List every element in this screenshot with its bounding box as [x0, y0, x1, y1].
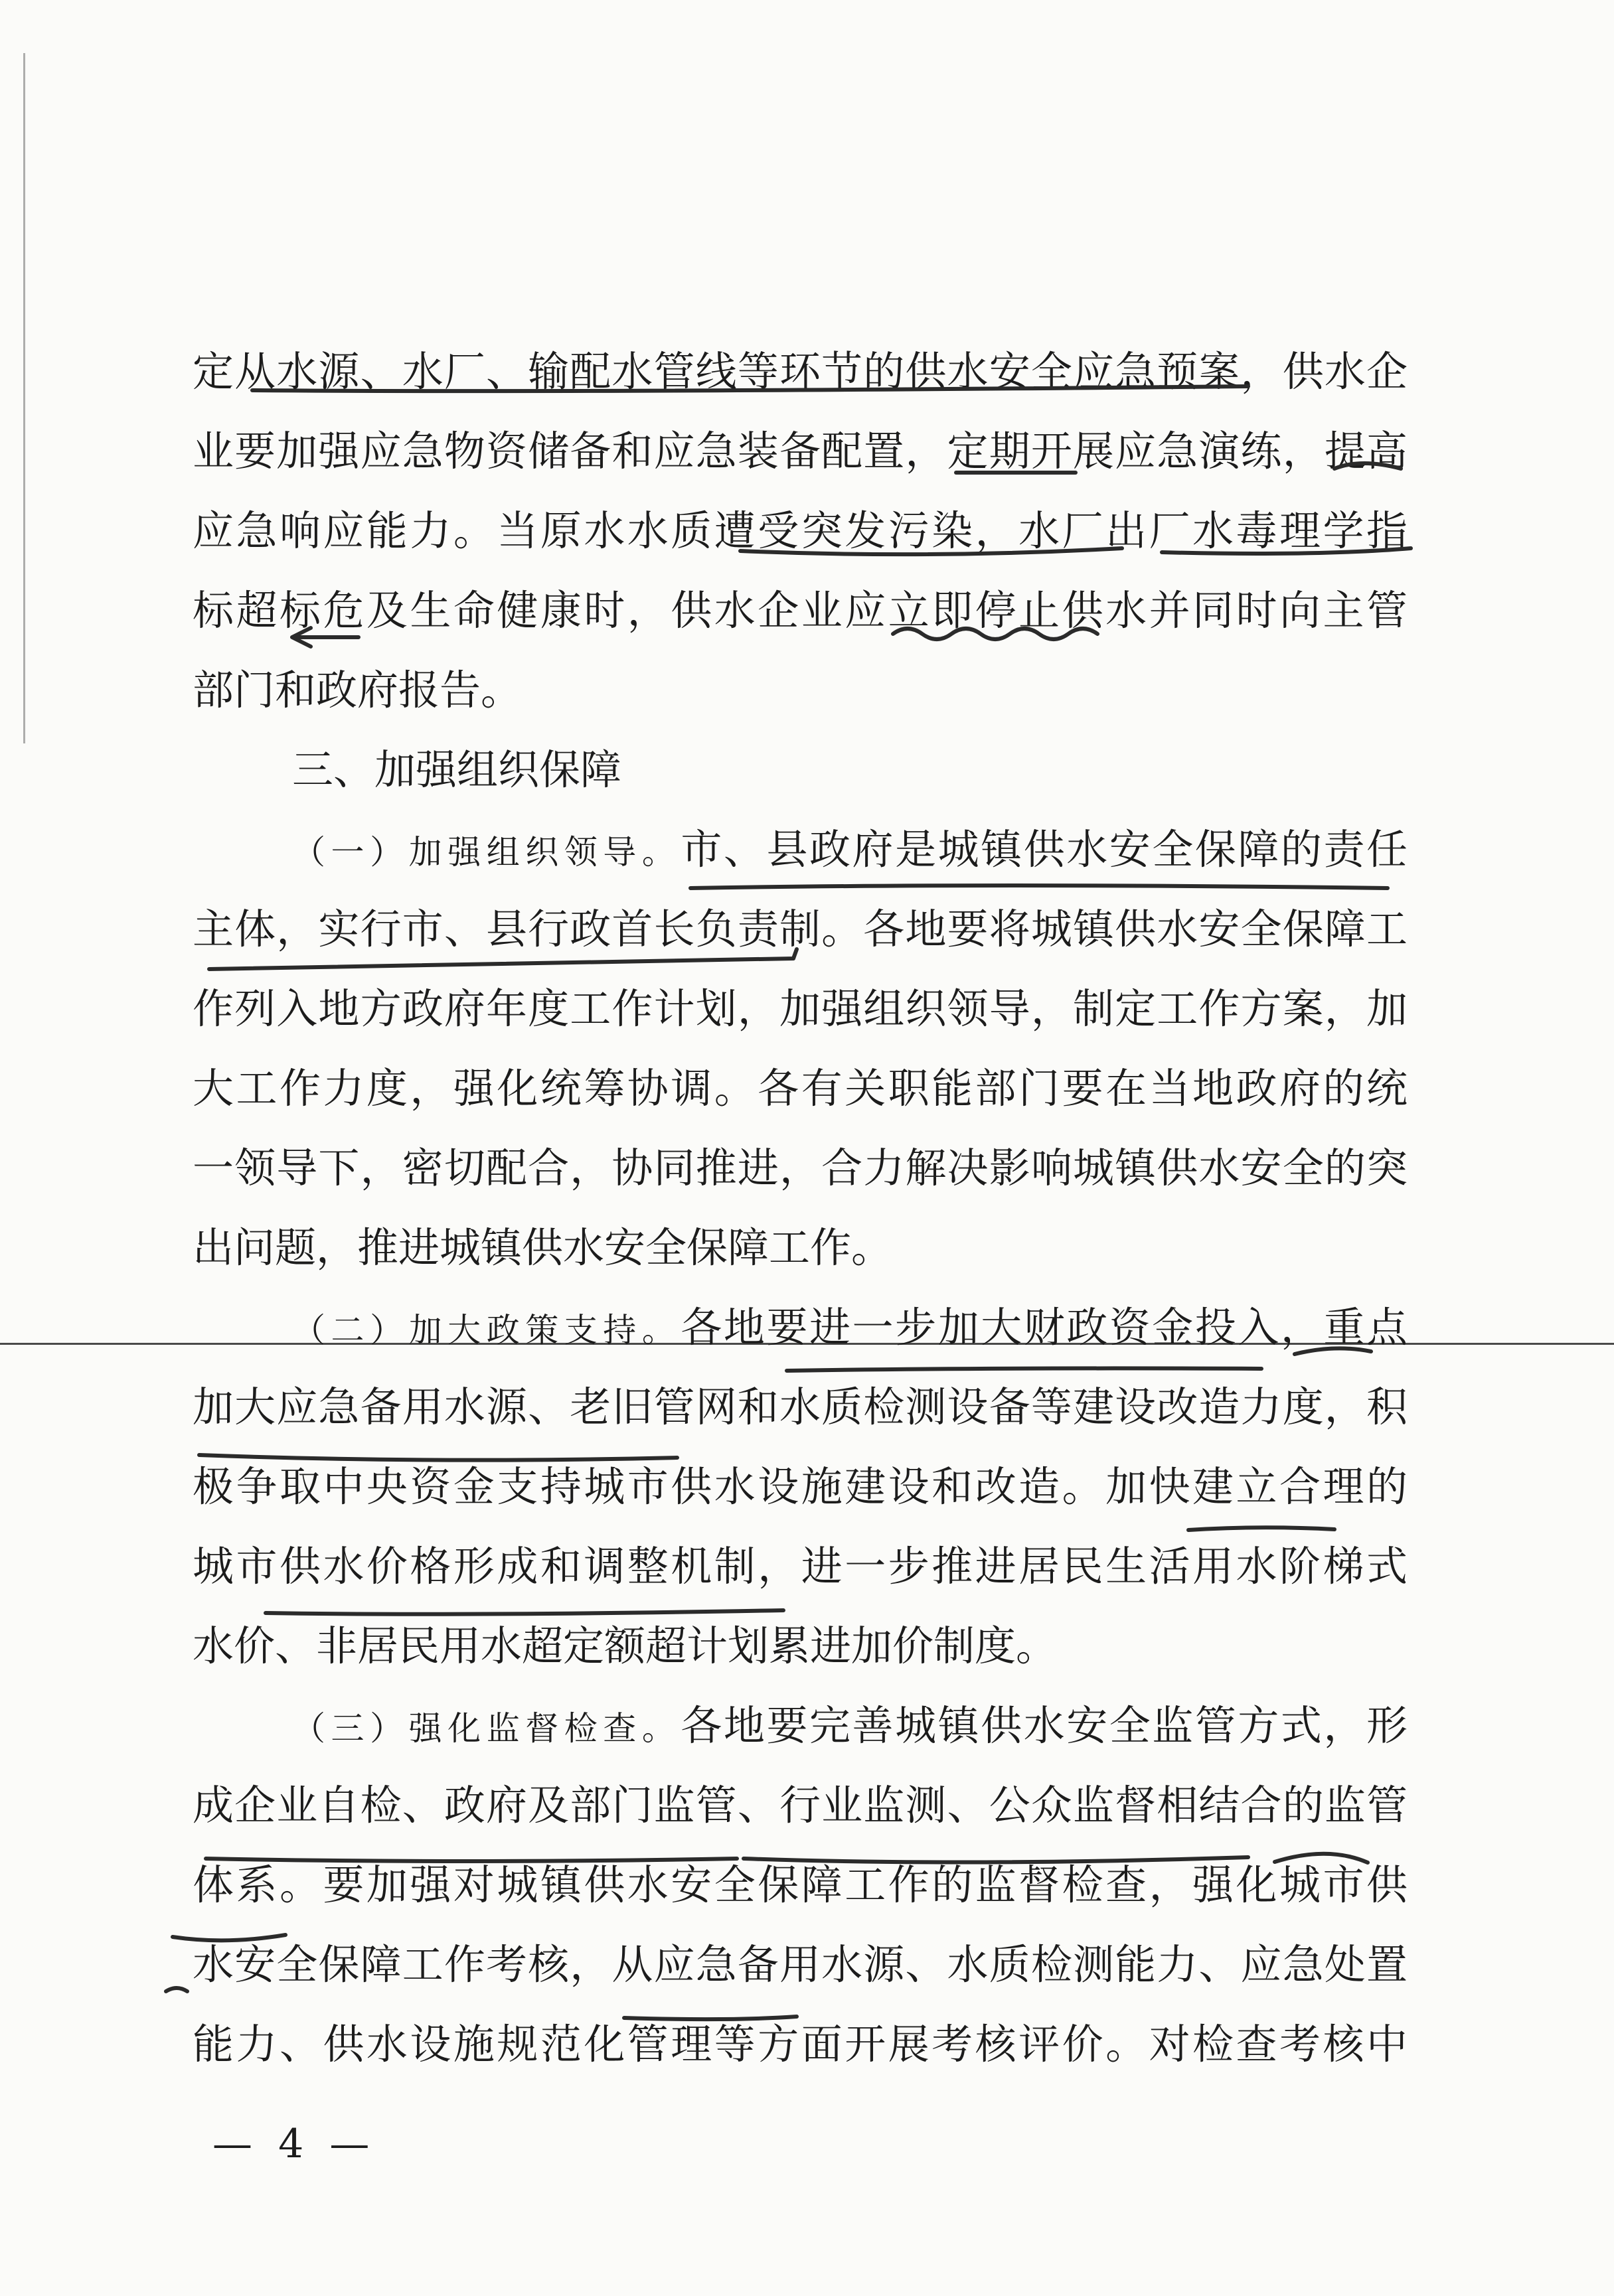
item-1-line-6: 出问题，推进城镇供水安全保障工作。 [193, 1223, 893, 1272]
item-1-line-1: 市、县政府是城镇供水安全保障的责任 [681, 825, 1408, 874]
item-3-line-4: 水安全保障工作考核，从应急备用水源、水质检测能力、应急处置 [193, 1940, 1408, 1989]
paragraph-1-line-2: 业要加强应急物资储备和应急装备配置，定期开展应急演练，提高 [193, 427, 1408, 475]
item-2-line-3: 极争取中央资金支持城市供水设施建设和改造。加快建立合理的 [193, 1462, 1408, 1511]
section-heading: 三、加强组织保障 [292, 745, 622, 794]
item-1-line-2: 主体，实行市、县行政首长负责制。各地要将城镇供水安全保障工 [193, 905, 1408, 953]
underline-mark [166, 1988, 187, 1991]
item-1-line-4: 大工作力度，强化统筹协调。各有关职能部门要在当地政府的统 [193, 1064, 1408, 1112]
item-2-first-line [193, 1288, 1408, 1367]
item-2-line-2: 加大应急备用水源、老旧管网和水质检测设备等建设改造力度，积 [193, 1383, 1408, 1431]
item-2-title: （二）加大政策支持。 [292, 1311, 681, 1349]
item-1-first-line [193, 810, 1408, 889]
item-1-line-3: 作列入地方政府年度工作计划，加强组织领导，制定工作方案，加 [193, 984, 1408, 1033]
item-3-line-1: 各地要完善城镇供水安全监管方式，形 [681, 1701, 1408, 1750]
paragraph-1-line-1: 定从水源、水厂、输配水管线等环节的供水安全应急预案，供水企 [193, 347, 1408, 396]
item-2-line-1: 各地要进一步加大财政资金投入，重点 [681, 1303, 1408, 1351]
binding-margin-line [23, 53, 25, 743]
item-2-line-4: 城市供水价格形成和调整机制，进一步推进居民生活用水阶梯式 [193, 1542, 1408, 1590]
item-1-title: （一）加强组织领导。 [292, 833, 681, 872]
item-3-line-2: 成企业自检、政府及部门监管、行业监测、公众监督相结合的监管 [193, 1781, 1408, 1829]
item-3-title: （三）强化监督检查。 [292, 1709, 681, 1748]
item-3-line-5: 能力、供水设施规范化管理等方面开展考核评价。对检查考核中 [193, 2020, 1408, 2068]
paragraph-1-line-4: 标超标危及生命健康时，供水企业应立即停止供水并同时向主管 [193, 586, 1408, 635]
item-1-line-5: 一领导下，密切配合，协同推进，合力解决影响城镇供水安全的突 [193, 1144, 1408, 1192]
paragraph-1-line-3: 应急响应能力。当原水水质遭受突发污染，水厂出厂水毒理学指 [193, 506, 1408, 555]
item-3-first-line [193, 1686, 1408, 1766]
document-body [193, 332, 1408, 2084]
item-2-line-5: 水价、非居民用水超定额超计划累进加价制度。 [193, 1622, 1058, 1670]
item-3-line-3: 体系。要加强对城镇供水安全保障工作的监督检查，强化城市供 [193, 1861, 1408, 1909]
page-number: — 4 — [212, 2121, 376, 2167]
paragraph-1-line-5: 部门和政府报告。 [193, 666, 523, 714]
